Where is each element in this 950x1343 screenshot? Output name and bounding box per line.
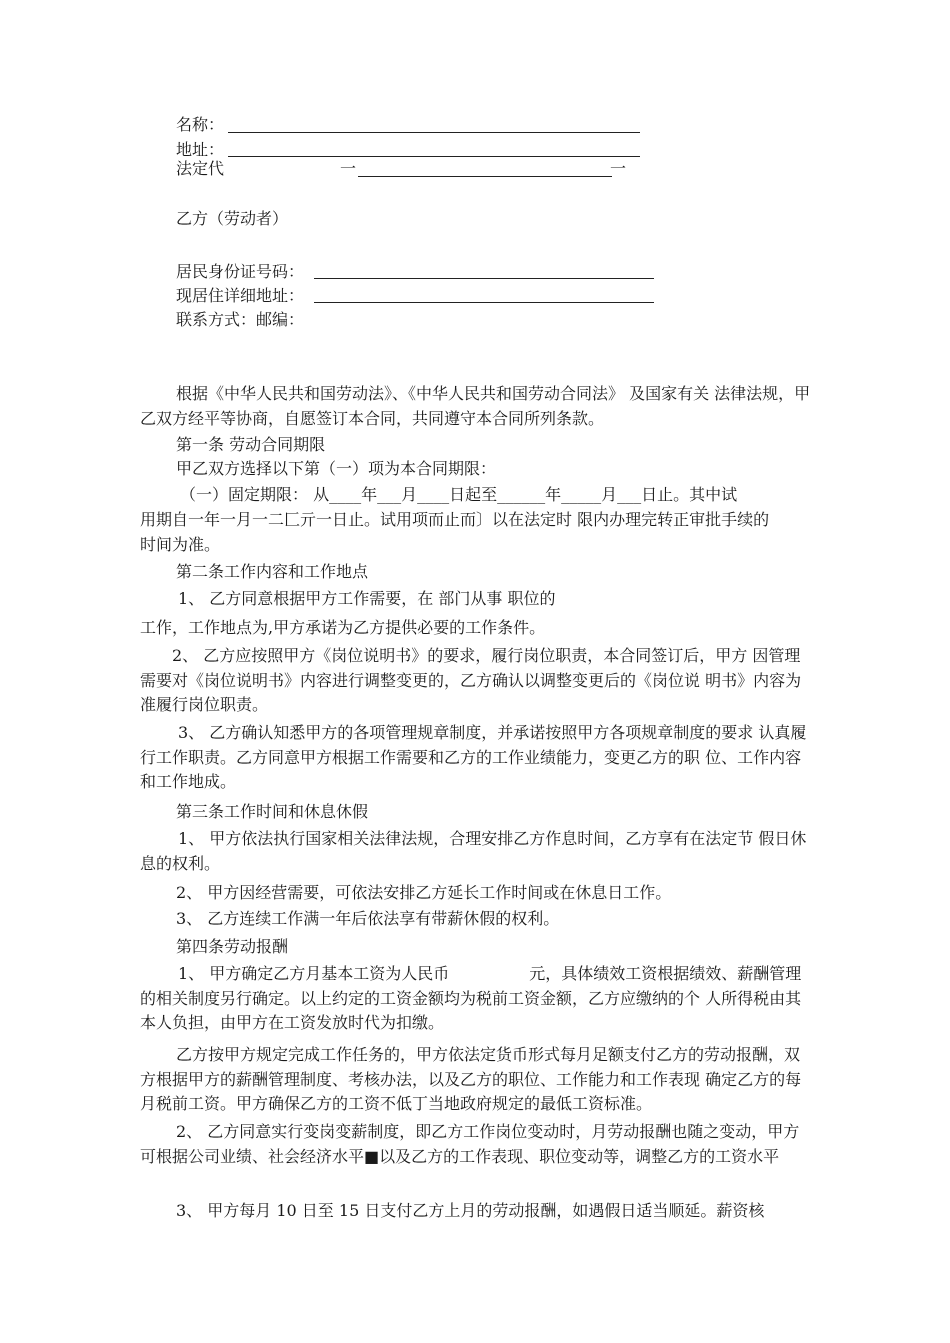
article-3-item-1: 1、 甲方依法执行国家相关法律法规，合理安排乙方作息时间，乙方享有在法定节 假日休息的权利。	[140, 829, 807, 873]
address-underline	[228, 156, 640, 157]
preamble-paragraph: 根据《中华人民共和国劳动法》、《中华人民共和国劳动合同法》 及国家有关 法律法规，甲乙双方经平等协商，自愿签订本合同，共同遵守本合同所列条款。	[140, 384, 811, 428]
article-3-title: 第三条工作时间和休息休假	[176, 802, 369, 821]
article-4-item-1: 1、 甲方确定乙方月基本工资为人民币 元，具体绩效工资根据绩效、薪酬管理的相关制度另行确定。以上约定的工资金额均为税前工资金额，乙方应缴纳的个 人所得税由其本人负担，由甲方在工资发放时代为扣缴。	[140, 964, 802, 1032]
article-2-title: 第二条工作内容和工作地点	[176, 562, 369, 581]
article-1-item-1-line-3: 时间为准。	[140, 535, 221, 554]
party-b-heading: 乙方（劳动者）	[176, 209, 289, 228]
name-underline	[228, 132, 640, 133]
article-3-item-2: 2、 甲方因经营需要，可依法安排乙方延长工作时间或在休息日工作。	[176, 883, 672, 902]
legal-rep-dash-right: 一	[610, 159, 627, 178]
article-4-title: 第四条劳动报酬	[176, 937, 289, 956]
residence-underline	[314, 302, 654, 303]
address-label: 地址：	[176, 140, 225, 159]
name-label: 名称：	[176, 115, 225, 134]
article-4-paragraph: 乙方按甲方规定完成工作任务的，甲方依法定货币形式每月足额支付乙方的劳动报酬，双方根据甲方的薪酬管理制度、考核办法，以及乙方的职位、工作能力和工作表现 确定乙方的每月税前工资。甲方确保乙方的工资不低丁当地政府规定的最低工资标准。	[140, 1045, 802, 1113]
legal-rep-label: 法定代	[176, 159, 225, 178]
article-1-intro: 甲乙双方选择以下第（一）项为本合同期限：	[176, 459, 497, 478]
article-4-item-3: 3、 甲方每月 10 日至 15 日支付乙方上月的劳动报酬，如遇假日适当顺延。薪资核	[176, 1201, 765, 1220]
article-3-item-3: 3、 乙方连续工作满一年后依法享有带薪休假的权利。	[176, 909, 560, 928]
article-2-item-1-line-1: 1、 乙方同意根据甲方工作需要，在 部门从事 职位的	[178, 589, 556, 608]
id-number-underline	[314, 278, 654, 279]
article-2-item-1-line-2: 工作，工作地点为,甲方承诺为乙方提供必要的工作条件。	[140, 618, 546, 637]
article-1-item-1-line-2: 用期自一年一月一二匚亓一日止。试用项而止而〕以在法定时 限内办理完转正审批手续的	[140, 510, 770, 529]
legal-rep-underline	[358, 176, 612, 177]
id-number-label: 居民身份证号码：	[176, 262, 305, 281]
article-1-item-1-line-1: （一）固定期限： 从____年___月____日起至______年_____月___日止。其中试	[180, 485, 738, 504]
article-2-item-3: 3、 乙方确认知悉甲方的各项管理规章制度，并承诺按照甲方各项规章制度的要求 认真履行工作职责。乙方同意甲方根据工作需要和乙方的工作业绩能力，变更乙方的职 位、工作内容和工作地成。	[140, 723, 807, 791]
residence-label: 现居住详细地址：	[176, 286, 305, 305]
article-1-title: 第一条 劳动合同期限	[176, 435, 326, 454]
article-2-item-2: 2、 乙方应按照甲方《岗位说明书》的要求，履行岗位职责，本合同签订后，甲方 因管理需要对《岗位说明书》内容进行调整变更的，乙方确认以调整变更后的《岗位说 明书》内容为准履行岗位职责。	[140, 646, 802, 714]
legal-rep-dash-left: 一	[340, 159, 357, 178]
article-4-item-2: 2、 乙方同意实行变岗变薪制度，即乙方工作岗位变动时，月劳动报酬也随之变动，甲方可根据公司业绩、社会经济水平■以及乙方的工作表现、职位变动等，调整乙方的工资水平	[140, 1122, 800, 1166]
contact-label: 联系方式：邮编：	[176, 310, 305, 329]
